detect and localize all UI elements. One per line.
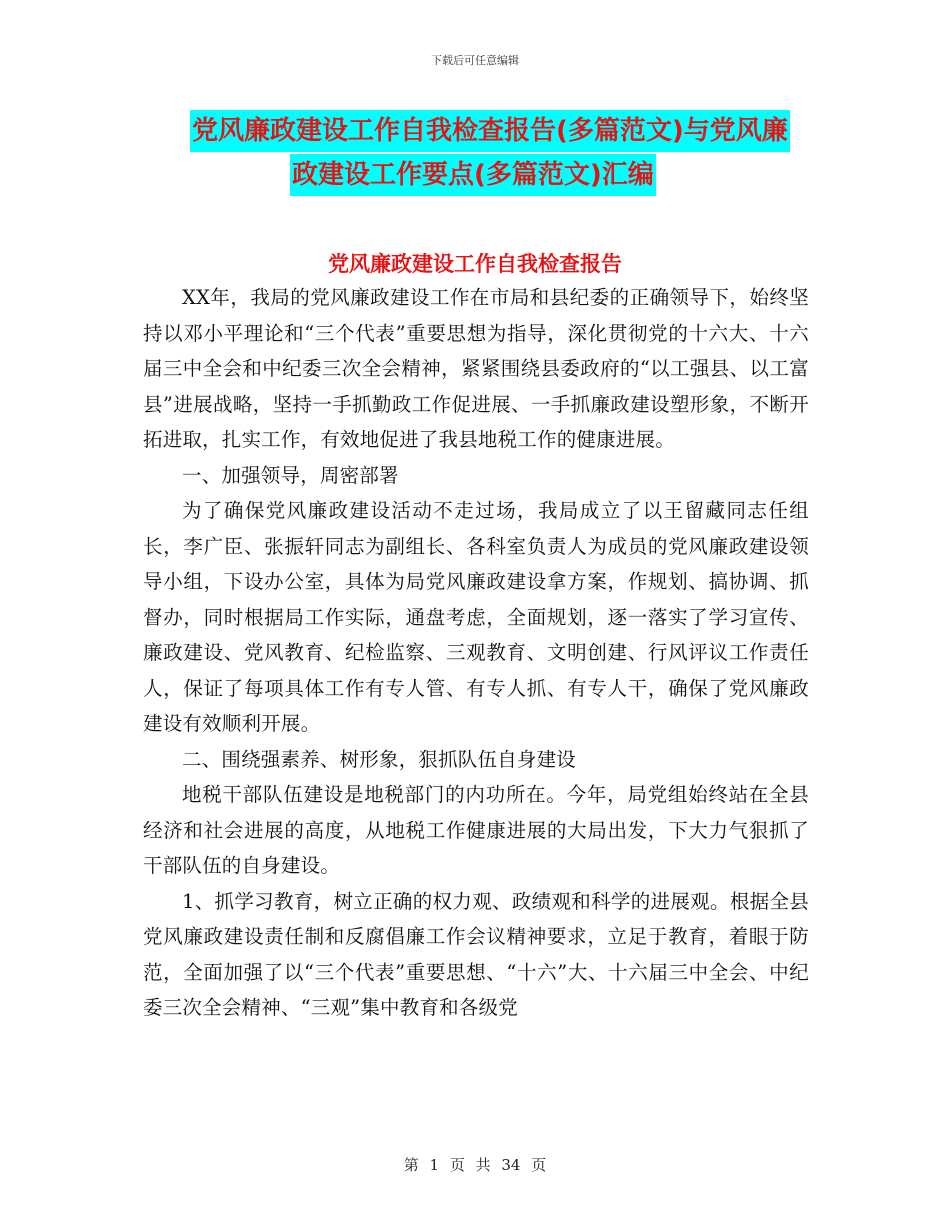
document-title-line-2: 政建设工作要点(多篇范文)汇编: [290, 154, 656, 196]
paragraph: 为了确保党风廉政建设活动不走过场，我局成立了以王留藏同志任组长，李广臣、张振轩同志为副组长、各科室负责人为成员的党风廉政建设领导小组，下设办公室，具体为局党风廉政建设拿方案，作规划、搞协调、抓督办，同时根据局工作实际，通盘考虑，全面规划，逐一落实了学习宣传、廉政建设、党风教育、纪检监察、三观教育、文明创建、行风评议工作责任人，保证了每项具体工作有专人管、有专人抓、有专人干，确保了党风廉政建设有效顺利开展。: [143, 499, 809, 735]
paragraph: XX年，我局的党风廉政建设工作在市局和县纪委的正确领导下，始终坚持以邓小平理论和“三个代表”重要思想为指导，深化贯彻党的十六大、十六届三中全会和中纪委三次全会精神，紧紧围绕县委政府的“以工强县、以工富县”进展战略，坚持一手抓勤政工作促进展、一手抓廉政建设塑形象，不断开拓进取，扎实工作，有效地促进了我县地税工作的健康进展。: [143, 286, 809, 451]
document-title-line-1: 党风廉政建设工作自我检查报告(多篇范文)与党风廉: [190, 110, 790, 152]
section-title: 党风廉政建设工作自我检查报告: [328, 252, 622, 276]
body-text: [143, 280, 809, 1026]
document-title: [190, 110, 810, 196]
paragraph: 地税干部队伍建设是地税部门的内功所在。今年，局党组始终站在全县经济和社会进展的高度，从地税工作健康进展的大局出发，下大力气狠抓了干部队伍的自身建设。: [143, 783, 809, 877]
heading-2: 二、围绕强素养、树形象，狠抓队伍自身建设: [182, 747, 577, 771]
paragraph: 1、抓学习教育，树立正确的权力观、政绩观和科学的进展观。根据全县党风廉政建设责任制和反腐倡廉工作会议精神要求，立足于教育，着眼于防范，全面加强了以“三个代表”重要思想、“十六”大、十六届三中全会、中纪委三次全会精神、“三观”集中教育和各级党: [143, 889, 809, 1019]
heading-1: 一、加强领导，周密部署: [182, 463, 399, 487]
page-footer: 第 1 页 共 34 页: [403, 1156, 547, 1174]
header-note: 下载后可任意编辑: [431, 54, 519, 67]
